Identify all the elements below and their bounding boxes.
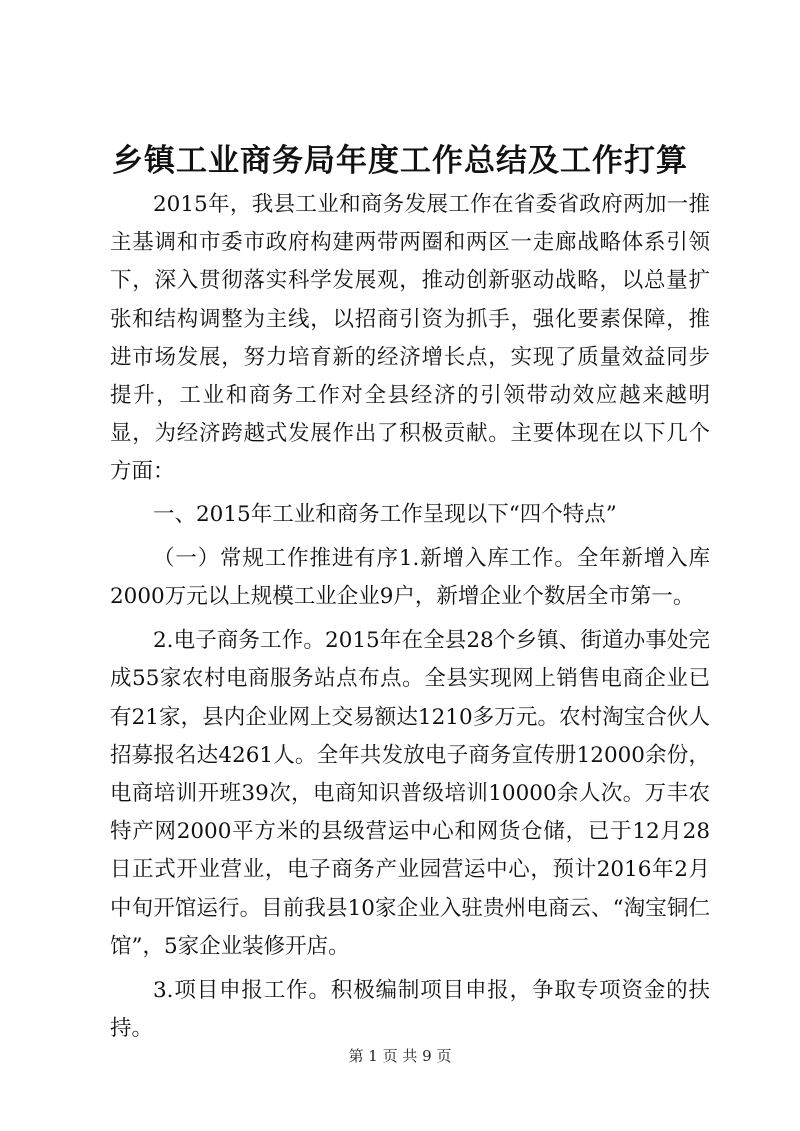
paragraph-ecommerce: 2.电子商务工作。2015年在全县28个乡镇、街道办事处完成55家农村电商服务站点布点。全县实现网上销售电商企业已有21家，县内企业网上交易额达1210多万元。农村淘宝合伙人招募报名达4261人。全年共发放电子商务宣传册12000余份，电商培训开班39次，电商知识普级培训10000余人次。万丰农特产网2000平方米的县级营运中心和网货仓储，已于12月28日正式开业营业，电子商务产业园营运中心，预计2016年2月中旬开馆运行。目前我县10家企业入驻贵州电商云、“淘宝铜仁馆”，5家企业装修开店。 [110, 628, 710, 959]
intro-paragraph: 2015年，我县工业和商务发展工作在省委省政府两加一推主基调和市委市政府构建两带两圈和两区一走廊战略体系引领下，深入贯彻落实科学发展观，推动创新驱动战略，以总量扩张和结构调整为主线，以招商引资为抓手，强化要素保障，推进市场发展，努力培育新的经济增长点，实现了质量效益同步提升，工业和商务工作对全县经济的引领带动效应越来越明显，为经济跨越式发展作出了积极贡献。主要体现在以下几个方面： [110, 192, 710, 485]
paragraph-project-application: 3.项目申报工作。积极编制项目申报，争取专项资金的扶持。 [110, 978, 710, 1042]
document-title: 乡镇工业商务局年度工作总结及工作打算 [112, 143, 688, 179]
page-number-footer: 第 1 页 共 9 页 [348, 1047, 452, 1065]
paragraph-new-enterprises: （一）常规工作推进有序1.新增入库工作。全年新增入库2000万元以上规模工业企业9户，新增企业个数居全市第一。 [110, 545, 710, 610]
document-body [110, 186, 710, 1048]
section-heading-four-features: 一、2015年工业和商务工作呈现以下“四个特点” [153, 501, 617, 527]
